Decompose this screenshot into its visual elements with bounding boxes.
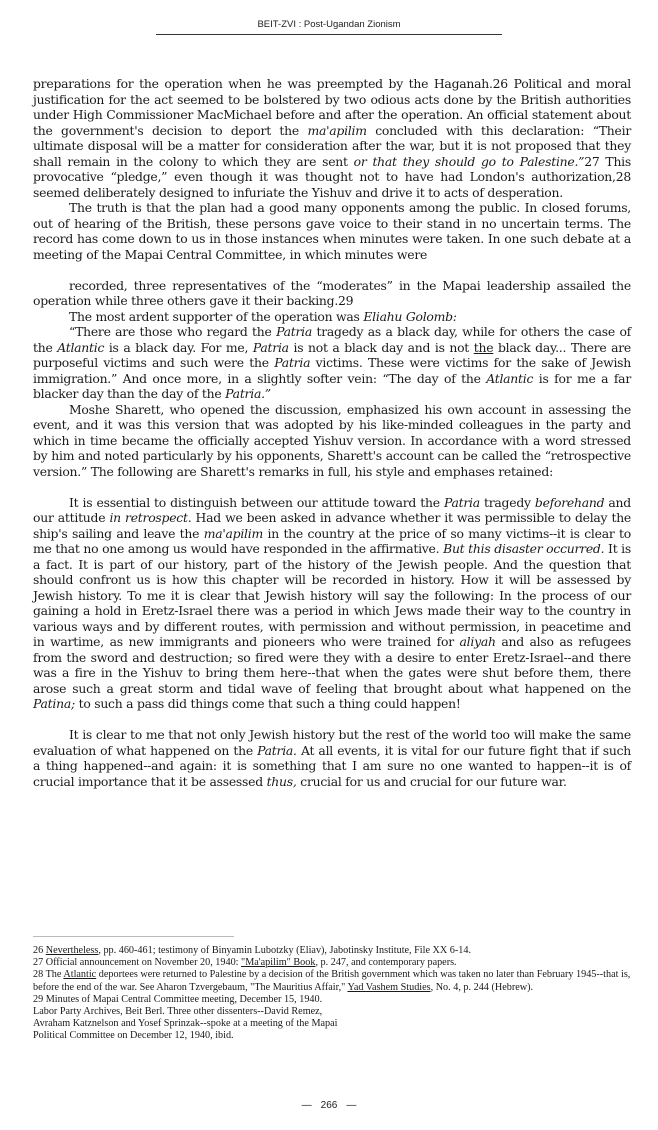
footnote-source-link: "Ma'apilim" Book [241, 957, 316, 969]
footnote-29: 29 Minutes of Mapai Central Committee meeting, December 15, 1940. Labor Party Archives, Beit Berl. Three other dissenters--David Remez, Avraham Katznelson and Yosef Sprinzak--spoke at a meeting of the Mapai Political Committee on December 12, 1940, ibid. [33, 993, 338, 1042]
sharett-quote-2: It is clear to me that not only Jewish history but the rest of the world too will make the same evaluation of what happened on the Patria. At all events, it is vital for our future fight that if such a thing happened--and again: it is something that I am sure no one wanted to happen--it is of crucial importance that it be assessed thus, crucial for us and crucial for our future war. [33, 727, 631, 789]
term-maapilim: ma'apilim [307, 122, 367, 138]
footnote-source-link: Yad Vashem Studies [347, 981, 431, 993]
person-name: Eliahu Golomb: [363, 308, 457, 324]
block-quote-gap [33, 712, 631, 728]
running-title: BEIT-ZVI : Post-Ugandan Zionism [257, 19, 401, 30]
footnote-26: 26 Nevertheless, pp. 460-461; testimony of Binyamin Lubotzky (Eliav), Jabotinsky Institute, File XX 6-14. [33, 945, 472, 956]
dash-right: — [346, 1100, 357, 1111]
quote-emphasis: or that they should go to Palestine.” [353, 153, 585, 169]
main-text [33, 76, 631, 789]
page-footer [0, 1100, 658, 1111]
footnote-separator [33, 936, 234, 937]
block-quote-gap [33, 479, 631, 495]
footnote-28: 28 The Atlantic deportees were returned to Palestine by a decision of the British government which was taken no later than February 1945--that is, before the end of the war. See Aharon Tzvergebaum, "The Mauritius Affair," Yad Vashem Studies, No. 4, p. 244 (Hebrew). [33, 969, 631, 993]
dash-left: — [301, 1100, 312, 1111]
running-header [0, 19, 658, 35]
paragraph-1: preparations for the operation when he was preempted by the Haganah.26 Political and moral justification for the act seemed to be bolstered by two odious acts done by the British authorities under High Commissioner MacMichael before and after the operation. An official statement about the government's decision to deport the ma'apilim concluded with this declaration: “Their ultimate disposal will be a matter for consideration after the war, but it is not proposed that they shall remain in the colony to which they are sent or that they should go to Palestine.”27 This provocative “pledge,” even though it was thought not to have had London's authorization,28 seemed deliberately designed to infuriate the Yishuv and drive it to acts of desperation. [33, 76, 631, 200]
footnotes [33, 945, 633, 1043]
footnote-source-link: Nevertheless [45, 945, 99, 956]
footnote-source-link: Atlantic [63, 969, 97, 981]
paragraph-sharett-intro: Moshe Sharett, who opened the discussion, emphasized his own account in assessing the event, and it was this version that was adopted by his like-minded colleagues in the party and which in time became the officially accepted Yishuv version. In accordance with a word stressed by him and noted particularly by his opponents, Sharett's account can be called the “retrospective version.” The following are Sharett's remarks in full, his style and emphases retained: [33, 401, 631, 479]
footnote-27: 27 Official announcement on November 20, 1940: "Ma'apilim" Book, p. 247, and contemporary papers. [33, 957, 457, 969]
page-break-gap [33, 262, 631, 278]
paragraph-3: recorded, three representatives of the “moderates” in the Mapai leadership assailed the operation while three others gave it their backing.29 [33, 277, 631, 308]
golomb-quote: “There are those who regard the Patria tragedy as a black day, while for others the case of the Atlantic is a black day. For me, Patria is not a black day and is not the black day... There are purposeful victims and such were the Patria victims. These were victims for the sake of Jewish immigration.” And once more, in a slightly softer vein: “The day of the Atlantic is for me a far blacker day than the day of the Patria.” [33, 324, 631, 401]
paragraph-4: The most ardent supporter of the operation was Eliahu Golomb: [69, 308, 457, 324]
page-number: 266 [320, 1100, 338, 1111]
header-rule [156, 34, 502, 35]
paragraph-2: The truth is that the plan had a good many opponents among the public. In closed forums, out of hearing of the British, these persons gave voice to their stand in no uncertain terms. The record has come down to us in those instances when minutes were taken. In one such debate at a meeting of the Mapai Central Committee, in which minutes were [33, 200, 631, 262]
sharett-quote-1: It is essential to distinguish between our attitude toward the Patria tragedy beforehand and our attitude in retrospect. Had we been asked in advance whether it was permissible to delay the ship's sailing and leave the ma'apilim in the country at the price of so many victims--it is clear to me that no one among us would have responded in the affirmative. But this disaster occurred. It is a fact. It is part of our history, part of the history of the Jewish people. And the question that should confront us is how this chapter will be recorded in history. How it will be assessed by Jewish history. To me it is clear that Jewish history will say the following: In the process of our gaining a hold in Eretz-Israel there was a period in which Jews made their way to the country in various ways and by different routes, with permission and without permission, in peacetime and in wartime, as new immigrants and pioneers who were trained for aliyah and also as refugees from the sword and destruction; so fired were they with a desire to enter Eretz-Israel--and there was a fire in the Yishuv to bring them here--that when the gates were shut before them, there arose such a great storm and tidal wave of feeling that brought about what happened on the Patina; to such a pass did things come that such a thing could happen! [33, 494, 632, 711]
